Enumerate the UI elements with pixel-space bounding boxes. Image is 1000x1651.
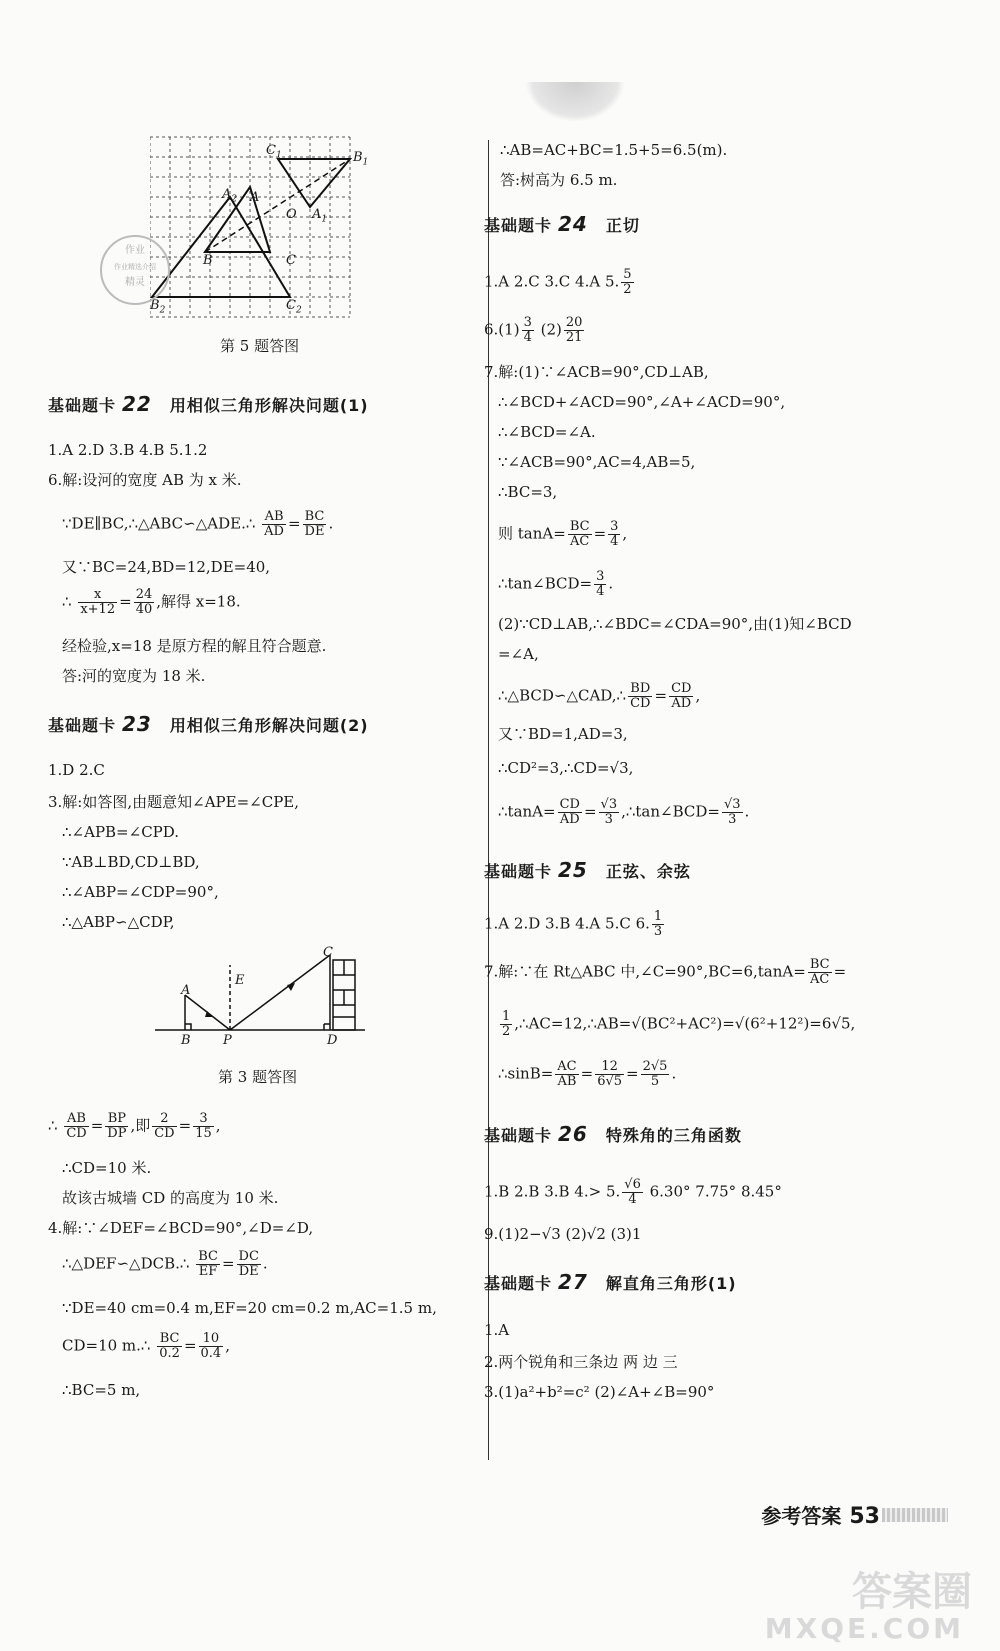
watermark-url: MXQE.COM	[764, 1612, 964, 1645]
label-b2: $B_2$	[150, 298, 166, 316]
label-c: C	[323, 945, 333, 960]
answer-26-line-1: 1.B 2.B 3.B 4.> 5. $\frac{√6}{4}$ 6.30° 7.75° 8.45°	[484, 1177, 782, 1207]
answer-23-line-12: ∵DE=40 cm=0.4 m,EF=20 cm=0.2 m,AC=1.5 m,	[62, 1299, 437, 1317]
figure-3-caption: 第 3 题答图	[218, 1068, 298, 1086]
answer-23-line-2: 3.解:如答图,由题意知∠APE=∠CPE,	[48, 793, 300, 811]
label-a2: $A_2$	[222, 187, 238, 205]
answer-23-line-4: ∵AB⊥BD,CD⊥BD,	[62, 853, 200, 871]
answer-24-line-12: ∴△BCD∽△CAD,∴ $\frac{BD}{CD}$ = $\frac{CD}{AD}$ ,	[498, 681, 701, 711]
heading-card-26: 基础题卡 26 特殊角的三角函数	[484, 1122, 742, 1146]
heading-card-22: 基础题卡 22 用相似三角形解决问题(1)	[48, 392, 369, 416]
answer-22-line-6: 经检验,x=18 是原方程的解且符合题意.	[62, 637, 327, 655]
top-decoration	[525, 82, 625, 122]
answer-23-line-7: ∴ $\frac{AB}{CD}$ = $\frac{BP}{DP}$ ,即 $\frac{2}{CD}$ = $\frac{3}{15}$ ,	[48, 1111, 221, 1141]
answer-24-line-1: 1.A 2.C 3.C 4.A 5. $\frac{5}{2}$	[484, 267, 632, 297]
answer-26-line-2: 9.(1)2−√3 (2)√2 (3)1	[484, 1225, 642, 1243]
label-b: B	[203, 253, 213, 268]
answer-24-line-8: 则 tanA= $\frac{BC}{AC}$ = $\frac{3}{4}$ ,	[498, 519, 628, 549]
answer-24-line-15: ∴tanA= $\frac{CD}{AD}$ = $\frac{√3}{3}$ ,∴tan∠BCD= $\frac{√3}{3}$ .	[498, 797, 750, 827]
stamp-logo: 作业 作业精选介绍 精灵	[100, 235, 170, 305]
heading-card-23: 基础题卡 23 用相似三角形解决问题(2)	[48, 712, 369, 736]
answer-23-line-11: ∴△DEF∽△DCB.∴ $\frac{BC}{EF}$ = $\frac{DC}{DE}$ .	[62, 1249, 268, 1279]
answer-top-line-2: 答:树高为 6.5 m.	[500, 171, 618, 189]
answer-22-line-2: 6.解:设河的宽度 AB 为 x 米.	[48, 471, 242, 489]
answer-24-line-11: =∠A,	[498, 645, 539, 663]
answer-24-line-10: (2)∵CD⊥AB,∴∠BDC=∠CDA=90°,由(1)知∠BCD	[498, 615, 852, 633]
label-b: B	[181, 1033, 191, 1048]
answer-24-line-13: 又∵BD=1,AD=3,	[498, 725, 628, 743]
footer-decoration	[882, 1508, 948, 1522]
answer-22-line-7: 答:河的宽度为 18 米.	[62, 667, 206, 685]
label-c: C	[286, 253, 296, 268]
answer-25-line-2: 7.解:∵在 Rt△ABC 中,∠C=90°,BC=6,tanA= $\frac{BC}{AC}$ =	[484, 957, 847, 987]
answer-24-line-4: ∴∠BCD+∠ACD=90°,∠A+∠ACD=90°,	[498, 393, 786, 411]
answer-22-line-3: ∵DE∥BC,∴△ABC∽△ADE.∴ $\frac{AB}{AD}$ = $\frac{BC}{DE}$ .	[62, 509, 334, 539]
page-footer	[761, 1500, 880, 1529]
heading-card-25: 基础题卡 25 正弦、余弦	[484, 858, 691, 882]
answer-24-line-6: ∵∠ACB=90°,AC=4,AB=5,	[498, 453, 696, 471]
label-c2: $C_2$	[286, 298, 302, 316]
label-p: P	[223, 1033, 232, 1048]
answer-23-line-1: 1.D 2.C	[48, 761, 105, 779]
figure-5-labels	[150, 135, 380, 335]
answer-25-line-4: ∴sinB= $\frac{AC}{AB}$ = $\frac{12}{6√5}$ = $\frac{2√5}{5}$ .	[498, 1059, 677, 1089]
label-o: O	[286, 207, 297, 222]
answer-23-line-3: ∴∠APB=∠CPD.	[62, 823, 180, 841]
label-d: D	[327, 1033, 338, 1048]
answer-23-line-13: CD=10 m.∴ $\frac{BC}{0.2}$ = $\frac{10}{0.4}$ ,	[62, 1331, 230, 1361]
answer-24-line-5: ∴∠BCD=∠A.	[498, 423, 596, 441]
answer-24-line-14: ∴CD²=3,∴CD=√3,	[498, 759, 634, 777]
label-a: A	[250, 190, 260, 205]
label-a: A	[181, 983, 191, 998]
heading-card-24: 基础题卡 24 正切	[484, 212, 640, 236]
answer-top-line-1: ∴AB=AC+BC=1.5+5=6.5(m).	[500, 141, 728, 159]
answer-23-line-14: ∴BC=5 m,	[62, 1381, 141, 1399]
answer-23-line-8: ∴CD=10 米.	[62, 1159, 152, 1177]
answer-22-line-4: 又∵BC=24,BD=12,DE=40,	[62, 558, 271, 576]
watermark-logo: 答案圈	[852, 1569, 972, 1615]
answer-23-line-6: ∴△ABP∽△CDP,	[62, 913, 175, 931]
figure-3-labels	[155, 945, 365, 1055]
answer-24-line-2: 6.(1) $\frac{3}{4}$ (2) $\frac{20}{21}$	[484, 315, 583, 345]
answer-25-line-3: $\frac{1}{2}$ ,∴AC=12,∴AB=√(BC²+AC²)=√(6²+12²)=6√5,	[502, 1009, 856, 1039]
label-e: E	[235, 973, 245, 988]
answer-22-line-1: 1.A 2.D 3.B 4.B 5.1.2	[48, 441, 208, 459]
page-number: 53	[849, 1504, 880, 1529]
heading-card-27: 基础题卡 27 解直角三角形(1)	[484, 1270, 737, 1294]
answer-27-line-3: 3.(1)a²+b²=c² (2)∠A+∠B=90°	[484, 1383, 715, 1401]
label-c1: $C_1$	[266, 143, 282, 161]
answer-22-line-5: ∴ $\frac{x}{x+12}$ = $\frac{24}{40}$ ,解得 x=18.	[62, 587, 241, 617]
figure-5-caption: 第 5 题答图	[220, 337, 300, 355]
answer-24-line-9: ∴tan∠BCD= $\frac{3}{4}$ .	[498, 569, 614, 599]
answer-27-line-1: 1.A	[484, 1321, 510, 1339]
answer-27-line-2: 2.两个锐角和三条边 两 边 三	[484, 1353, 678, 1371]
answer-24-line-3: 7.解:(1)∵∠ACB=90°,CD⊥AB,	[484, 363, 709, 381]
answer-24-line-7: ∴BC=3,	[498, 483, 558, 501]
label-a1: $A_1$	[312, 207, 328, 225]
label-b1: $B_1$	[353, 150, 369, 168]
answer-23-line-10: 4.解:∵∠DEF=∠BCD=90°,∠D=∠D,	[48, 1219, 314, 1237]
footer-label: 参考答案	[761, 1504, 842, 1528]
answer-23-line-9: 故该古城墙 CD 的高度为 10 米.	[62, 1189, 279, 1207]
answer-25-line-1: 1.A 2.D 3.B 4.A 5.C 6. $\frac{1}{3}$	[484, 909, 663, 939]
answer-23-line-5: ∴∠ABP=∠CDP=90°,	[62, 883, 219, 901]
